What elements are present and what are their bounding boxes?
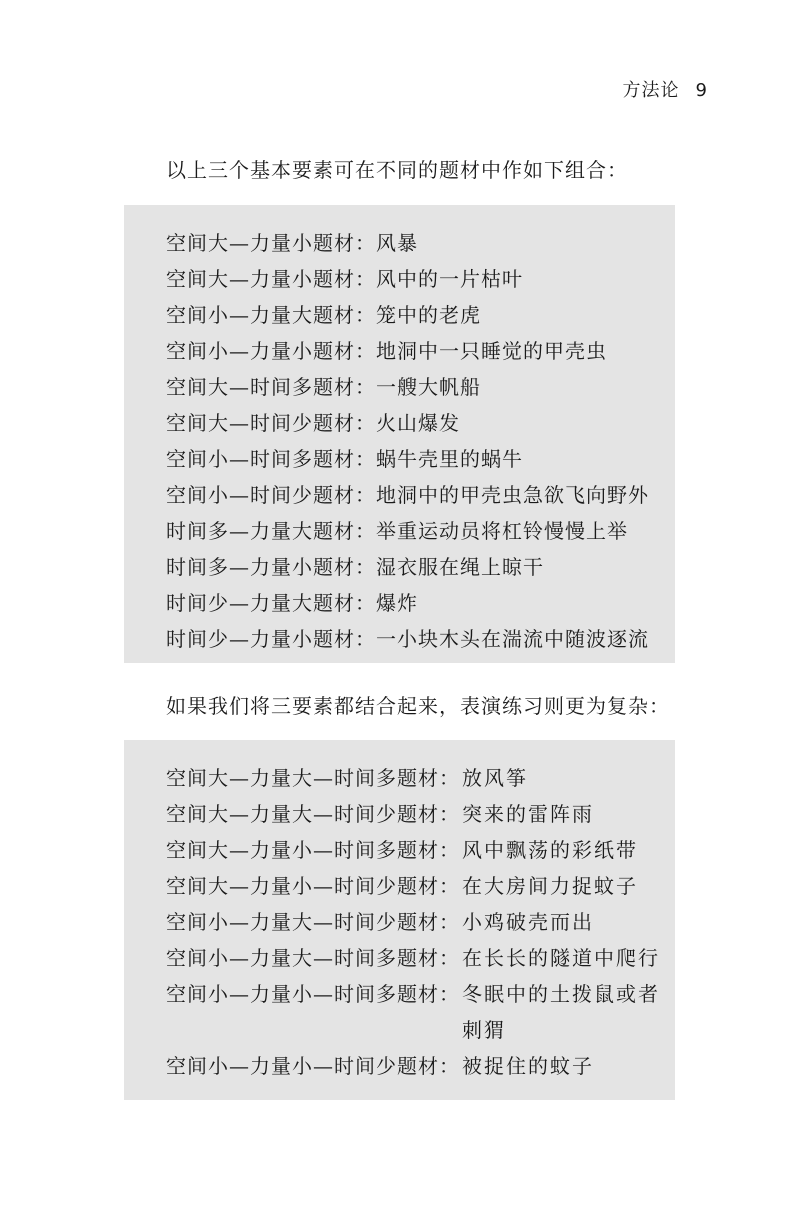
list-item — [166, 513, 675, 549]
list-item — [166, 760, 675, 796]
item-value: 一小块木头在湍流中随波逐流 — [376, 627, 649, 651]
list-item — [166, 261, 675, 297]
item-value: 笼中的老虎 — [376, 303, 481, 327]
item-value: 风中的一片枯叶 — [376, 267, 523, 291]
item-value: 小鸡破壳而出 — [462, 910, 594, 934]
list-item — [166, 585, 675, 621]
item-value: 举重运动员将杠铃慢慢上举 — [376, 519, 628, 543]
item-label: 空间大—时间多题材： — [166, 375, 376, 399]
list-item — [166, 405, 675, 441]
item-value: 在大房间力捉蚊子 — [462, 874, 638, 898]
list-item — [166, 976, 675, 1048]
list-item — [166, 369, 675, 405]
list-item — [166, 477, 675, 513]
item-label: 空间小—时间多题材： — [166, 447, 376, 471]
item-label: 空间小—力量大—时间多题材： — [166, 946, 460, 970]
item-value: 爆炸 — [376, 591, 418, 615]
running-head — [623, 76, 708, 102]
item-label: 空间小—时间少题材： — [166, 483, 376, 507]
item-value: 风暴 — [376, 231, 418, 255]
item-label: 时间少—力量大题材： — [166, 591, 376, 615]
item-value: 放风筝 — [462, 766, 528, 790]
list-item — [166, 549, 675, 585]
intro-paragraph-2: 如果我们将三要素都结合起来，表演练习则更为复杂： — [166, 694, 670, 718]
list-item — [166, 904, 675, 940]
list-item — [166, 1048, 675, 1084]
item-label: 时间多—力量大题材： — [166, 519, 376, 543]
item-label: 空间小—力量小—时间少题材： — [166, 1054, 460, 1078]
item-label: 空间大—力量小题材： — [166, 231, 376, 255]
item-label: 空间小—力量大题材： — [166, 303, 376, 327]
item-value: 地洞中一只睡觉的甲壳虫 — [376, 339, 607, 363]
item-value: 突来的雷阵雨 — [462, 802, 594, 826]
item-label: 时间少—力量小题材： — [166, 627, 376, 651]
item-value: 地洞中的甲壳虫急欲飞向野外 — [376, 483, 649, 507]
item-label: 空间小—力量小—时间多题材： — [166, 982, 460, 1006]
list-item — [166, 796, 675, 832]
item-value: 一艘大帆船 — [376, 375, 481, 399]
section-title: 方法论 — [622, 80, 680, 101]
list-item — [166, 333, 675, 369]
item-label: 空间大—力量小题材： — [166, 267, 376, 291]
item-label: 空间小—力量小题材： — [166, 339, 376, 363]
list-item — [166, 621, 675, 657]
item-label: 空间大—时间少题材： — [166, 411, 376, 435]
item-label: 空间大—力量小—时间少题材： — [166, 874, 460, 898]
item-value: 在长长的隧道中爬行 — [462, 946, 660, 970]
list-item — [166, 441, 675, 477]
item-value: 蜗牛壳里的蜗牛 — [376, 447, 523, 471]
item-value: 湿衣服在绳上晾干 — [376, 555, 544, 579]
list-item — [166, 940, 675, 976]
intro-paragraph-1: 以上三个基本要素可在不同的题材中作如下组合： — [166, 158, 628, 182]
combination-box-three-elements — [124, 740, 675, 1100]
item-value: 火山爆发 — [376, 411, 460, 435]
item-value: 风中飘荡的彩纸带 — [462, 838, 638, 862]
item-value: 冬眠中的土拨鼠或者刺猬 — [462, 982, 660, 1042]
item-label: 空间小—力量大—时间少题材： — [166, 910, 460, 934]
item-label: 时间多—力量小题材： — [166, 555, 376, 579]
page-number: 9 — [695, 80, 708, 101]
item-label: 空间大—力量大—时间少题材： — [166, 802, 460, 826]
list-item — [166, 297, 675, 333]
combination-box-two-elements — [124, 205, 675, 663]
list-item — [166, 868, 675, 904]
item-value: 被捉住的蚊子 — [462, 1054, 594, 1078]
item-label: 空间大—力量大—时间多题材： — [166, 766, 460, 790]
list-item — [166, 225, 675, 261]
item-label: 空间大—力量小—时间多题材： — [166, 838, 460, 862]
list-item — [166, 832, 675, 868]
